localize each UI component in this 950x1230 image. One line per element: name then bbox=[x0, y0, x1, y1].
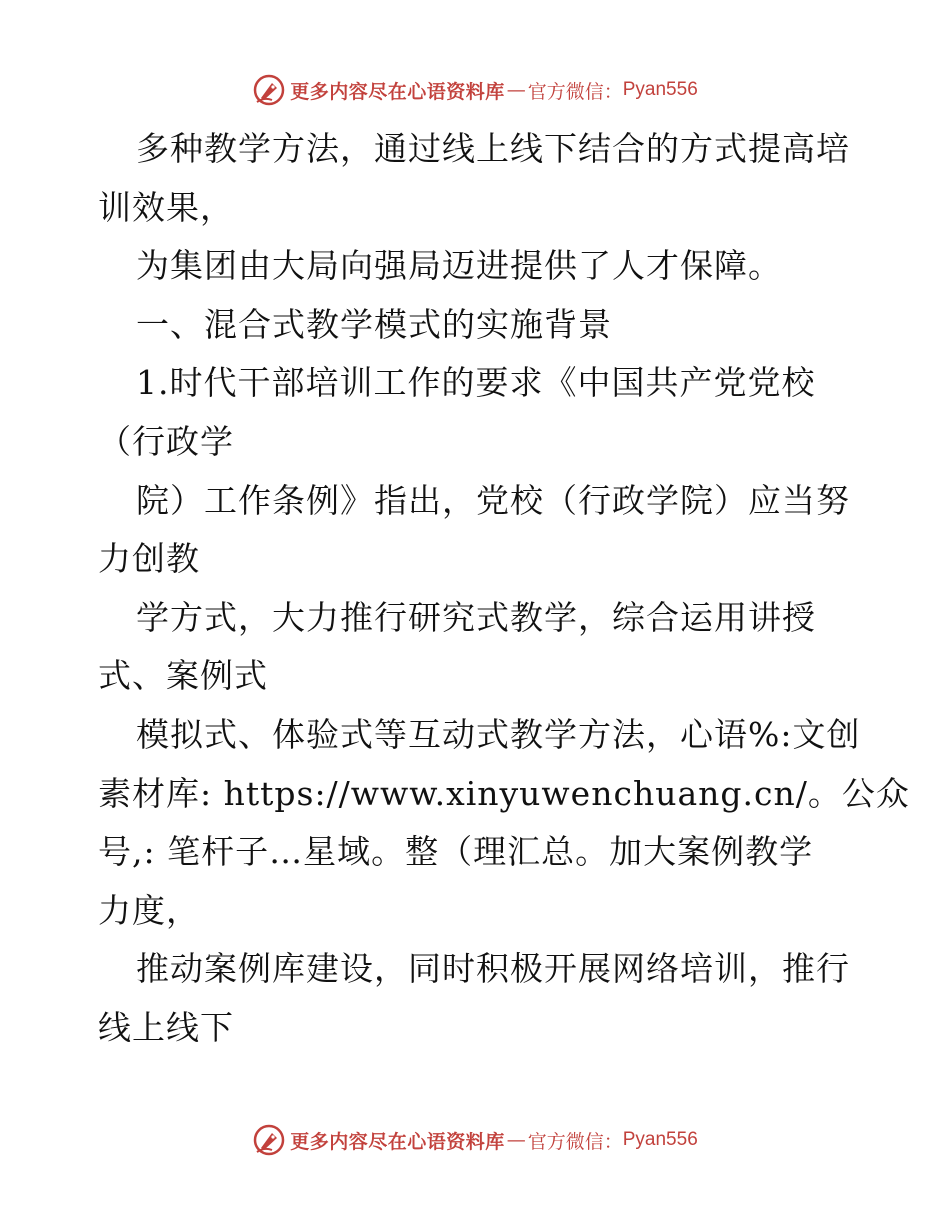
header-watermark bbox=[0, 70, 950, 110]
body-line: 号,: 笔杆子…星域。整（理汇总。加大案例教学 bbox=[98, 832, 814, 872]
section-heading: 一、混合式教学模式的实施背景 bbox=[136, 304, 612, 344]
watermark-wechat-id: Pyan556 bbox=[622, 1129, 698, 1150]
body-line: 模拟式、体验式等互动式教学方法，心语%:文创 bbox=[136, 714, 861, 754]
watermark-wechat-id: Pyan556 bbox=[622, 79, 698, 100]
watermark-dash: — bbox=[506, 79, 526, 101]
document-body bbox=[98, 120, 910, 1058]
watermark-wechat-label: 官方微信： bbox=[527, 80, 623, 103]
body-line: 训效果， bbox=[98, 187, 234, 227]
body-line: 院）工作条例》指出，党校（行政学院）应当努 bbox=[136, 480, 850, 520]
body-line: 学方式，大力推行研究式教学，综合运用讲授 bbox=[136, 597, 816, 637]
watermark-wechat-label: 官方微信： bbox=[527, 1130, 623, 1153]
watermark-site-text: 更多内容尽在心语资料库 bbox=[290, 1130, 505, 1153]
body-line: 力创教 bbox=[98, 539, 200, 579]
pen-nib-logo-icon bbox=[252, 73, 286, 107]
body-line: 多种教学方法，通过线上线下结合的方式提高培 bbox=[136, 129, 850, 168]
body-line: 线上线下 bbox=[98, 1007, 234, 1047]
body-line: 推动案例库建设，同时积极开展网络培训，推行 bbox=[136, 949, 850, 989]
pen-nib-logo-icon bbox=[252, 1123, 286, 1157]
body-line: 力度， bbox=[98, 890, 200, 930]
body-line: （行政学 bbox=[98, 421, 234, 461]
body-line: 式、案例式 bbox=[98, 656, 268, 696]
watermark-site-text: 更多内容尽在心语资料库 bbox=[290, 80, 505, 103]
body-line: 为集团由大局向强局迈进提供了人才保障。 bbox=[136, 246, 782, 286]
footer-watermark bbox=[0, 1120, 950, 1160]
subsection-heading: 1.时代干部培训工作的要求《中国共产党党校 bbox=[136, 363, 816, 403]
body-line: 素材库: https://www.xinyuwenchuang.cn/。公众 bbox=[98, 773, 910, 813]
watermark-dash: — bbox=[506, 1129, 526, 1151]
